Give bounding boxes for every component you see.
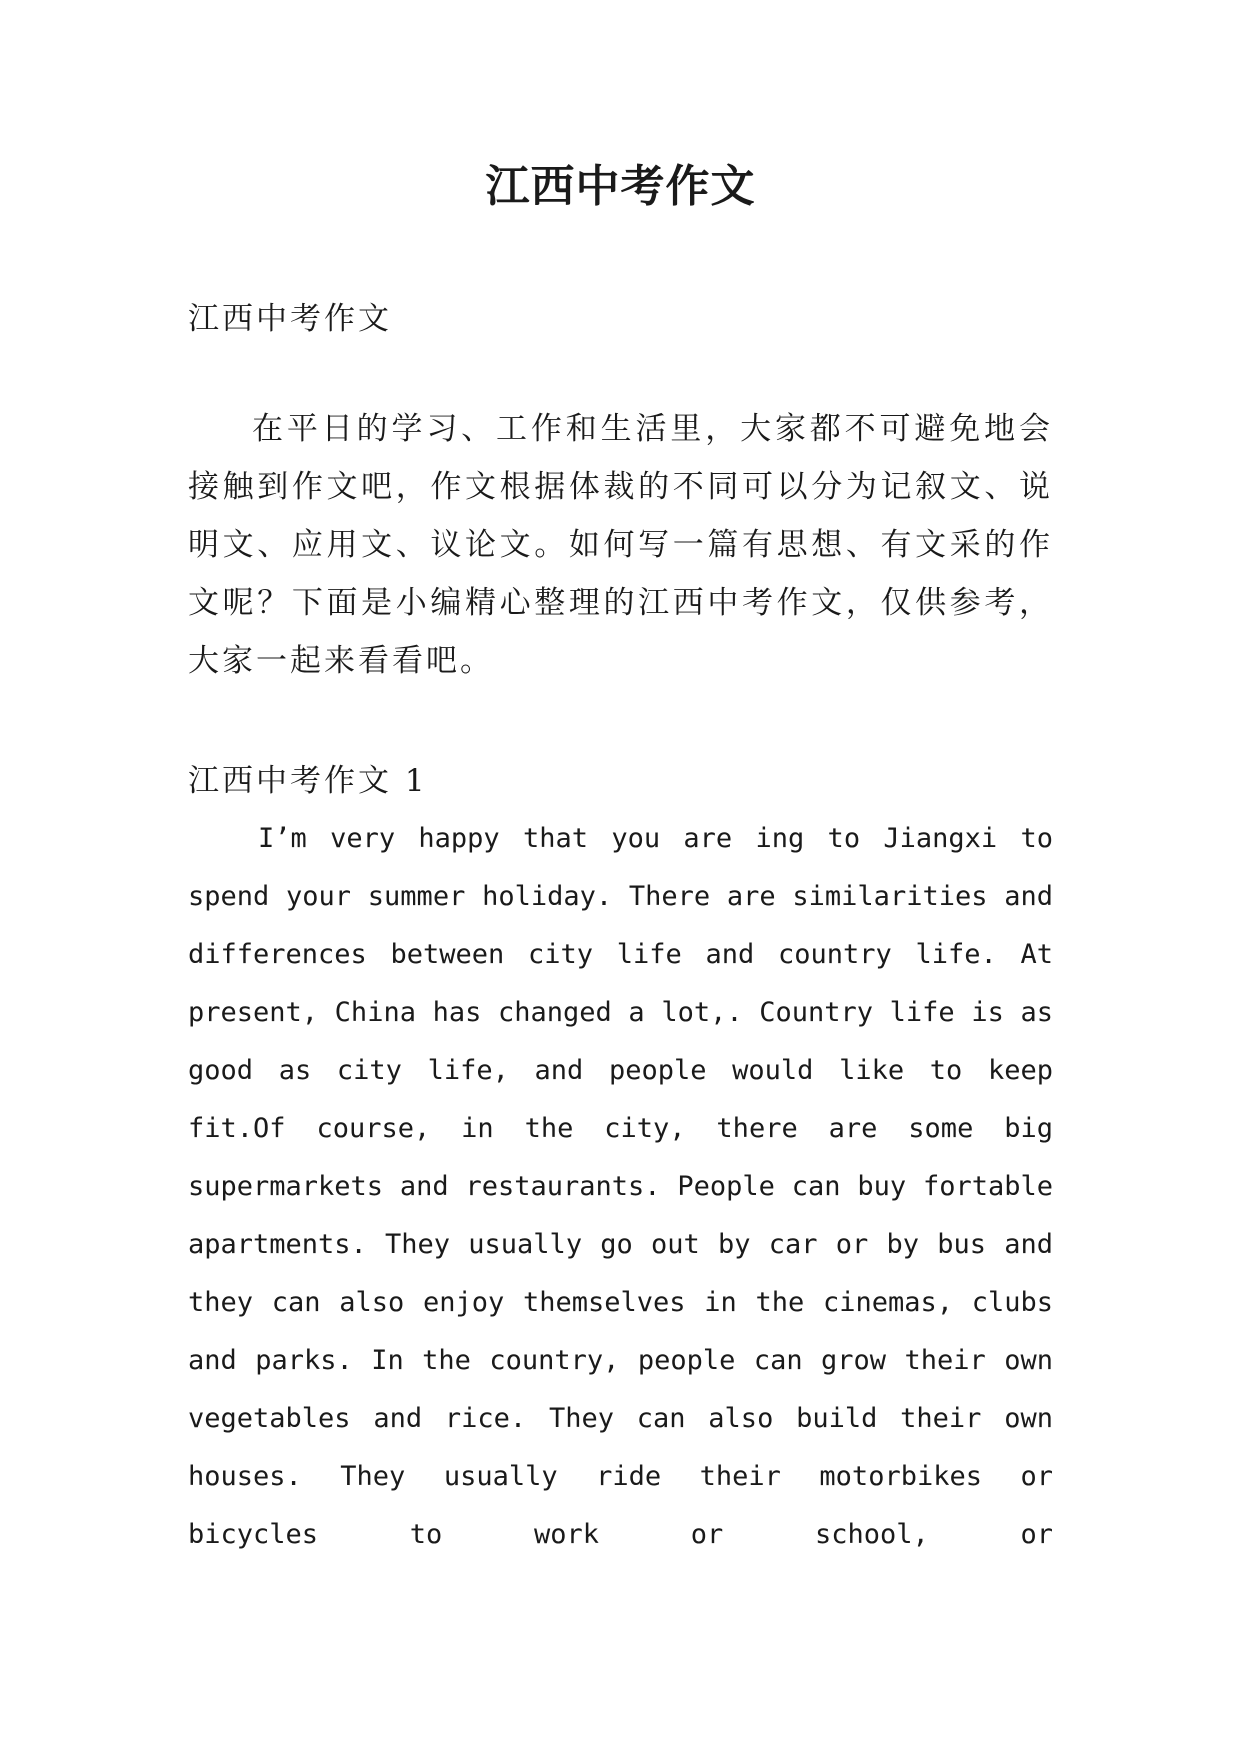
- essay-paragraph: I’m very happy that you are ing to Jiangxi to spend your summer holiday. There are similarities and differences between city life and country life. At present, China has changed a lot,. Country life is as good as city life, and people would like to keep fit.Of course, in the city, there are some big supermarkets and restaurants. People can buy fortable apartments. They usually go out by car or by bus and they can also enjoy themselves in the cinemas, clubs and parks. In the country, people can grow their own vegetables and rice. They can also build their own houses. They usually ride their motorbikes or bicycles to work or school, or: [188, 823, 1053, 1550]
- document-title: 江西中考作文: [485, 161, 756, 212]
- section-heading: 江西中考作文: [188, 301, 392, 337]
- intro-paragraph: 在平日的学习、工作和生活里，大家都不可避免地会接触到作文吧，作文根据体裁的不同可以分为记叙文、说明文、应用文、议论文。如何写一篇有思想、有文采的作文呢？下面是小编精心整理的江西中考作文，仅供参考，大家一起来看看吧。: [188, 411, 1053, 679]
- essay-heading: 江西中考作文 1: [188, 763, 428, 799]
